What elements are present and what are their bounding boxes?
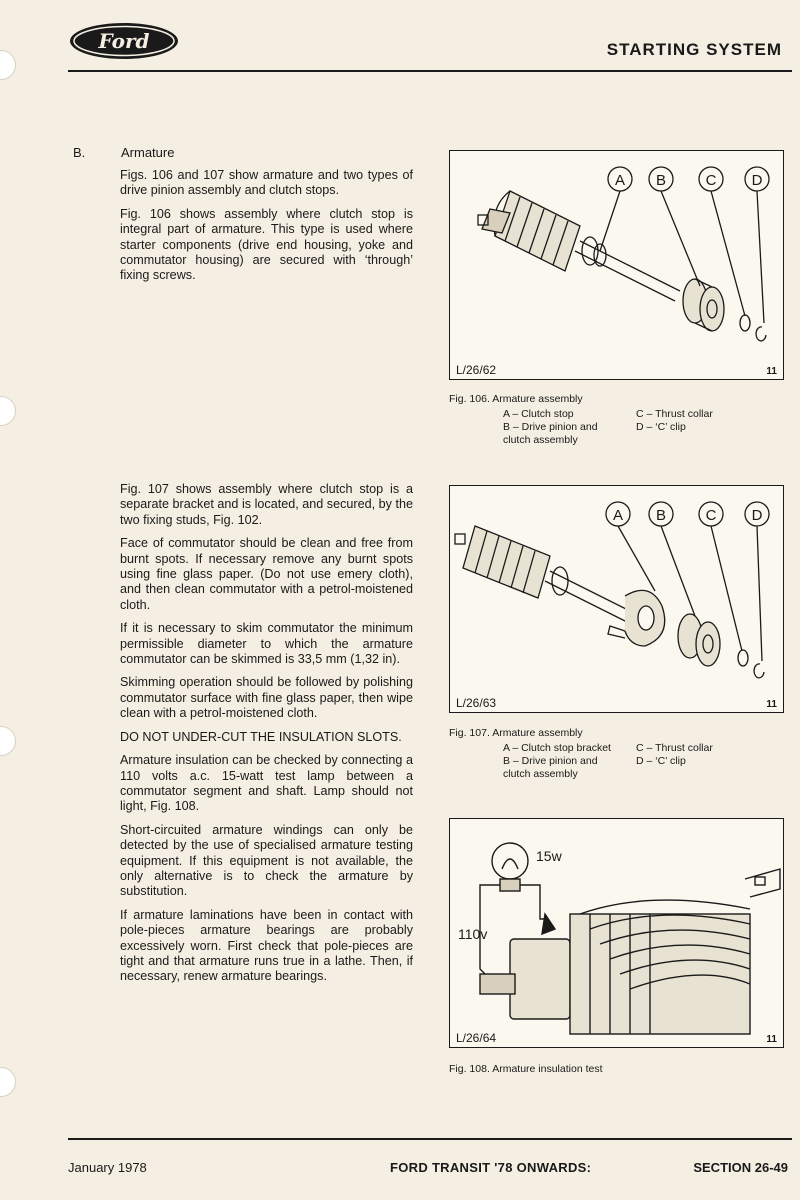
figure-caption bbox=[449, 727, 583, 740]
callout-c: C bbox=[705, 172, 717, 189]
callout-b: B bbox=[655, 507, 667, 524]
insulation-test-drawing bbox=[450, 819, 784, 1048]
figure-reference: L/26/64 bbox=[456, 1031, 497, 1045]
text-block-bottom bbox=[120, 482, 413, 993]
figure-108 bbox=[449, 818, 784, 1048]
figure-caption bbox=[449, 1063, 603, 1076]
legend-item: C – Thrust collar bbox=[636, 742, 713, 754]
figure-107 bbox=[449, 485, 784, 713]
paragraph: Skimming operation should be followed by polishing commutator surface with fine glass paper, then wipe clean with a petrol-moistened cloth. bbox=[120, 675, 413, 721]
lamp-wattage-label: 15w bbox=[536, 848, 562, 864]
binder-hole bbox=[0, 50, 16, 80]
legend-item: A – Clutch stop bbox=[503, 408, 574, 420]
legend-item: B – Drive pinion and clutch assembly bbox=[503, 755, 598, 780]
logo-text: Ford bbox=[98, 29, 150, 53]
legend-item: A – Clutch stop bracket bbox=[503, 742, 611, 754]
footer-date: January 1978 bbox=[68, 1160, 147, 1175]
armature-assembly-drawing bbox=[450, 486, 784, 713]
caption-title: Fig. 108. Armature insulation test bbox=[449, 1063, 603, 1075]
lamp-icon bbox=[492, 843, 528, 879]
callout-a: A bbox=[612, 507, 624, 524]
figure-tag: 11 bbox=[766, 1034, 777, 1045]
legend-item: D – ‘C’ clip bbox=[636, 421, 686, 433]
callout-c: C bbox=[705, 507, 717, 524]
figure-106 bbox=[449, 150, 784, 380]
footer-rule bbox=[68, 1138, 792, 1140]
footer-section-number: SECTION 26-49 bbox=[693, 1160, 788, 1175]
binder-hole bbox=[0, 1067, 16, 1097]
legend-item: D – ‘C’ clip bbox=[636, 755, 686, 767]
caption-title: Fig. 107. Armature assembly bbox=[449, 727, 583, 739]
caption-title: Fig. 106. Armature assembly bbox=[449, 393, 583, 405]
paragraph: Short-circuited armature windings can only be detected by the use of specialised armature testing equipment. If this equipment is not available, the only alternative is to check the armature by substitution. bbox=[120, 822, 413, 899]
footer-manual-title: FORD TRANSIT '78 ONWARDS: bbox=[390, 1160, 592, 1175]
legend-item: B – Drive pinion and clutch assembly bbox=[503, 421, 598, 446]
section-letter: B. bbox=[73, 145, 86, 160]
paragraph: DO NOT UNDER-CUT THE INSULATION SLOTS. bbox=[120, 729, 402, 744]
text-block-top bbox=[120, 168, 413, 292]
paragraph: Armature insulation can be checked by connecting a 110 volts a.c. 15-watt test lamp between a commutator segment and shaft. Lamp should not light, Fig. 108. bbox=[120, 753, 413, 814]
voltage-label: 110v bbox=[458, 926, 488, 942]
binder-hole bbox=[0, 726, 16, 756]
callout-d: D bbox=[751, 507, 763, 524]
figure-tag: 11 bbox=[766, 699, 777, 710]
binder-hole bbox=[0, 396, 16, 426]
page-title: STARTING SYSTEM bbox=[606, 40, 782, 59]
section-title: Armature bbox=[121, 145, 175, 160]
paragraph: Face of commutator should be clean and free from burnt spots. If necessary remove any burnt spots using fine glass paper. (Do not use emery cloth), and then clean commutator with a petrol-moistened cloth. bbox=[120, 536, 413, 612]
callout-d: D bbox=[751, 172, 763, 189]
paragraph: Fig. 107 shows assembly where clutch stop is a separate bracket and is located, and secured, by the two fixing studs, Fig. 102. bbox=[120, 482, 413, 527]
figure-caption bbox=[449, 393, 583, 406]
paragraph: If armature laminations have been in contact with pole-pieces armature bearings are probably excessively worn. First check that pole-pieces are tight and that armature runs true in a lathe. Then, if necessary, renew armature bearings. bbox=[120, 907, 413, 984]
figure-tag: 11 bbox=[766, 366, 777, 377]
figure-reference: L/26/62 bbox=[456, 363, 497, 377]
paragraph: Figs. 106 and 107 show armature and two types of drive pinion assembly and clutch stops. bbox=[120, 168, 413, 198]
callout-a: A bbox=[614, 172, 626, 189]
header-rule bbox=[68, 70, 792, 72]
ford-logo bbox=[68, 21, 180, 61]
paragraph: If it is necessary to skim commutator the minimum permissible diameter to which the armature commutator can be skimmed is 33,5 mm (1,32 in). bbox=[120, 621, 413, 667]
legend-item: C – Thrust collar bbox=[636, 408, 713, 420]
callout-b: B bbox=[655, 172, 667, 189]
figure-reference: L/26/63 bbox=[456, 696, 497, 710]
paragraph: Fig. 106 shows assembly where clutch stop is integral part of armature. This type is used where starter components (drive end housing, yoke and commutator housing) are secured with ‘through’ fixing screws. bbox=[120, 206, 413, 283]
armature-assembly-drawing bbox=[450, 151, 784, 380]
